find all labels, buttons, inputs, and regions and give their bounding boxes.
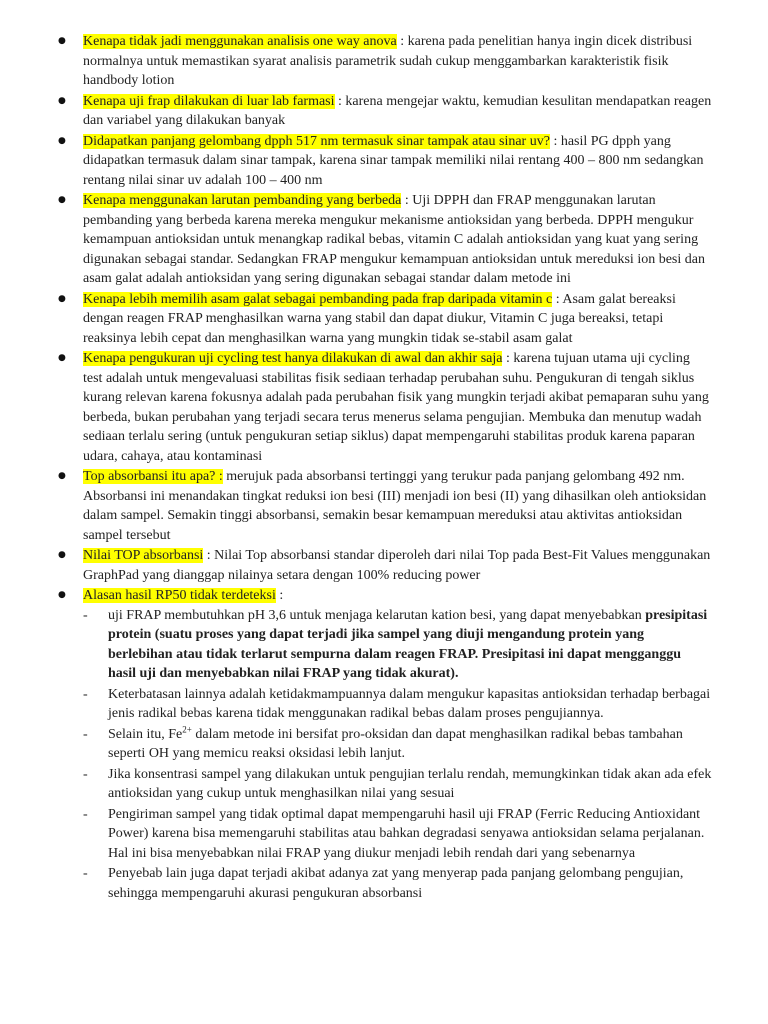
sub-text: dalam metode ini bersifat pro-oksidan dan dapat menghasilkan radikal bebas tambahan seperti OH yang memicu reaksi oksidasi lebih lanjut. — [108, 726, 683, 761]
sub-list-item — [83, 805, 712, 864]
list-item — [58, 191, 712, 289]
list-item — [58, 349, 712, 466]
reasons-sublist — [83, 606, 712, 904]
answer-text: : karena tujuan utama uji cycling test adalah untuk mengevaluasi stabilitas fisik sediaan terhadap perubahan suhu. Pengukuran di tengah siklus kurang relevan karena fokusnya adalah pada perubahan fisik yang mungkin terjadi akibat pemaparan suhu yang berbeda, bukan perubahan yang terjadi secara terus menerus selama pengujian. Membuka dan menutup wadah sediaan terlalu sering (untuk pengukuran setiap siklus) dapat mempengaruhi stabilitas produk karena paparan udara, cahaya, atau kontaminasi — [83, 351, 709, 464]
list-item — [58, 290, 712, 349]
answer-text: : karena pada penelitian hanya ingin dicek distribusi normalnya untuk memastikan syarat analisis parametrik sudah cukup menggambarkan karakteristik fisik handbody lotion — [83, 34, 693, 88]
question-highlight: Kenapa tidak jadi menggunakan analisis one way anova — [83, 34, 397, 49]
sub-text: Penyebab lain juga dapat terjadi akibat adanya zat yang menyerap pada panjang gelombang pengujian, sehingga mempengaruhi akurasi pengukuran absorbansi — [108, 866, 684, 901]
list-item — [58, 546, 712, 585]
question-highlight: Kenapa menggunakan larutan pembanding yang berbeda — [83, 193, 402, 208]
question-highlight: Didapatkan panjang gelombang dpph 517 nm termasuk sinar tampak atau sinar uv? — [83, 133, 550, 149]
question-highlight: Top absorbansi itu apa? : — [83, 469, 223, 484]
question-highlight: Nilai TOP absorbansi — [83, 548, 204, 563]
list-item — [58, 92, 712, 131]
answer-text: merujuk pada absorbansi tertinggi yang terukur pada panjang gelombang 492 nm. Absorbansi ini menandakan tingkat reduksi ion besi (III) menjadi ion besi (II) yang dihasilkan oleh antioksidan dalam sampel. Semakin tinggi absorbansi, semakin besar kemampuan mereduksi atau aktivitas antioksidan sampel tersebut — [83, 469, 707, 543]
question-highlight: Kenapa lebih memilih asam galat sebagai pembanding pada frap daripada vitamin c — [83, 291, 553, 307]
sub-list-item — [83, 765, 712, 804]
list-item — [58, 132, 712, 191]
sub-text: uji FRAP membutuhkan pH 3,6 untuk menjaga kelarutan kation besi, yang dapat menyebabkan — [108, 607, 646, 623]
document-page — [58, 32, 712, 904]
answer-text: : karena mengejar waktu, kemudian kesulitan mendapatkan reagen dan variabel yang dilakukan banyak — [83, 93, 712, 128]
sub-list-item — [83, 725, 712, 764]
sub-list-item — [83, 685, 712, 724]
list-item — [58, 586, 712, 903]
sub-text-bold: presipitasi protein (suatu proses yang dapat terjadi jika sampel yang diuji mengandung protein yang berlebihan atau tidak terlarut sempurna dalam reagen FRAP. Presipitasi ini dapat mengganggu hasil uji dan menyebabkan nilai FRAP yang tidak akurat). — [108, 607, 708, 681]
list-item — [58, 467, 712, 545]
answer-text: : hasil PG dpph yang didapatkan termasuk dalam sinar tampak, karena sinar tampak memiliki nilai rentang 400 – 800 nm sedangkan rentang nilai sinar uv adalah 100 – 400 nm — [83, 133, 704, 188]
question-highlight: Alasan hasil RP50 tidak terdeteksi — [83, 588, 276, 603]
sub-text: Keterbatasan lainnya adalah ketidakmampuannya dalam mengukur kapasitas antioksidan terhadap berbagai jenis radikal bebas karena tidak menggunakan radikal bebas dalam proses pengujiannya. — [108, 686, 711, 721]
question-highlight: Kenapa pengukuran uji cycling test hanya dilakukan di awal dan akhir saja — [83, 351, 503, 366]
answer-text: : Nilai Top absorbansi standar diperoleh dari nilai Top pada Best-Fit Values menggunakan GraphPad yang dianggap nilainya setara dengan 100% reducing power — [83, 548, 711, 583]
list-item — [58, 32, 712, 91]
sub-list-item — [83, 606, 712, 684]
answer-text: : Uji DPPH dan FRAP menggunakan larutan pembanding yang berbeda karena mereka mengukur mekanisme antioksidan yang berbeda. DPPH mengukur kemampuan antioksidan untuk menangkap radikal bebas, vitamin C adalah antioksidan yang kuat yang sering digunakan sebagai standar. Sedangkan FRAP mengukur kemampuan antioksidan untuk mereduksi ion besi dan asam galat adalah antioksidan yang sering digunakan sebagai standar dalam metode ini — [83, 193, 705, 286]
superscript: 2+ — [182, 723, 192, 734]
answer-text: : Asam galat bereaksi dengan reagen FRAP menghasilkan warna yang stabil dan dapat diukur, Vitamin C juga bereaksi, tetapi reaksinya lebih cepat dan menghasilkan warna yang mungkin tidak se-stabil asam galat — [83, 291, 676, 346]
sub-list-item — [83, 864, 712, 903]
question-highlight: Kenapa uji frap dilakukan di luar lab farmasi — [83, 93, 335, 109]
answer-text: : — [275, 588, 284, 603]
sub-text: Selain itu, Fe — [108, 726, 183, 742]
qa-list — [58, 32, 712, 903]
sub-text: Jika konsentrasi sampel yang dilakukan untuk pengujian terlalu rendah, memungkinkan tidak akan ada efek antioksidan yang cukup untuk menghasilkan nilai yang sesuai — [108, 766, 712, 801]
sub-text: Pengiriman sampel yang tidak optimal dapat mempengaruhi hasil uji FRAP (Ferric Reducing Antioxidant Power) karena bisa memengaruhi stabilitas atau bahkan degradasi senyawa antioksidan selama perjalanan. Hal ini bisa menyebabkan nilai FRAP yang diukur menjadi lebih rendah dari yang sebenarnya — [108, 806, 705, 861]
